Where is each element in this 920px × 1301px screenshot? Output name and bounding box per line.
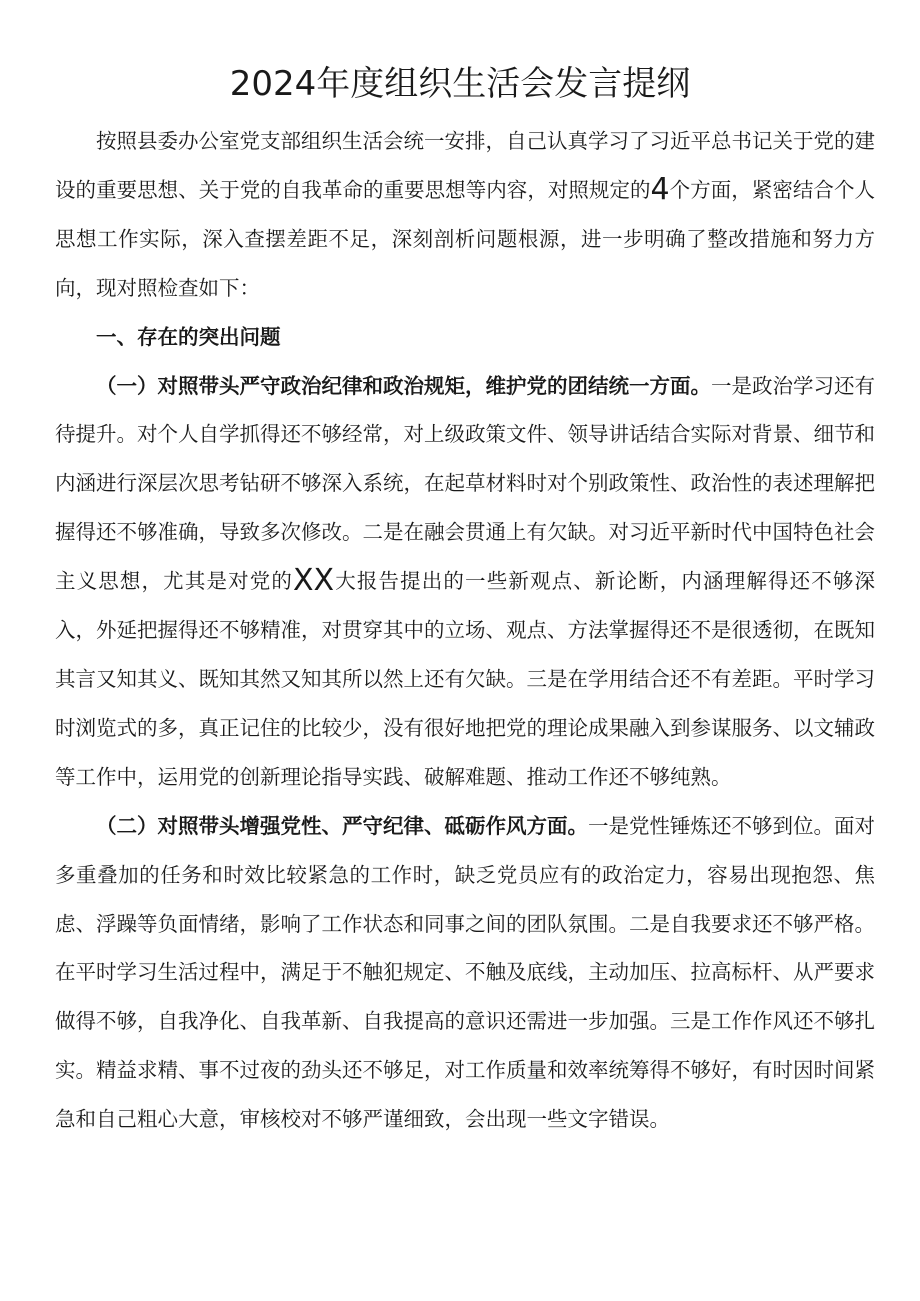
intro-text-1: 按照县委办公室党支部组织生活会统一安排，自己认真学习了习近平总书记关于党的建设的重要思想、关于党的自我革命的重要思想等内容，对照规定的 bbox=[55, 129, 875, 202]
item-2-paragraph bbox=[55, 802, 875, 1144]
item-1-xx-placeholder: XX bbox=[293, 563, 335, 599]
item-2-text: 一是党性锤炼还不够到位。面对多重叠加的任务和时效比较紧急的工作时，缺乏党员应有的政治定力，容易出现抱怨、焦虑、浮躁等负面情绪，影响了工作状态和同事之间的团队氛围。二是自我要求还不够严格。在平时学习生活过程中，满足于不触犯规定、不触及底线，主动加压、拉高标杆、从严要求做得不够，自我净化、自我革新、自我提高的意识还需进一步加强。三是工作作风还不够扎实。精益求精、事不过夜的劲头还不够足，对工作质量和效率统筹得不够好，有时因时间紧急和自己粗心大意，审核校对不够严谨细致，会出现一些文字错误。 bbox=[55, 813, 875, 1132]
item-2-heading: （二）对照带头增强党性、严守纪律、砥砺作风方面。 bbox=[96, 813, 588, 838]
intro-paragraph bbox=[55, 117, 875, 313]
item-1-text-2: 大报告提出的一些新观点、新论断，内涵理解得还不够深入，外延把握得还不够精准，对贯穿其中的立场、观点、方法掌握得还不是很透彻，在既知其言又知其义、既知其然又知其所以然上还有欠缺。三是在学用结合还不有差距。平时学习时浏览式的多，真正记住的比较少，没有很好地把党的理论成果融入到参谋服务、以文辅政等工作中，运用党的创新理论指导实践、破解难题、推动工作还不够纯熟。 bbox=[55, 569, 876, 789]
document-title: 2024年度组织生活会发言提纲 bbox=[229, 64, 691, 104]
item-1-text-1: 一是政治学习还有待提升。对个人自学抓得还不够经常，对上级政策文件、领导讲话结合实际对背景、细节和内涵进行深层次思考钻研不够深入系统，在起草材料时对个别政策性、政治性的表述理解把握得还不够准确，导致多次修改。二是在融会贯通上有欠缺。对习近平新时代中国特色社会主义思想，尤其是对党的 bbox=[55, 373, 875, 594]
item-1-heading: （一）对照带头严守政治纪律和政治规矩，维护党的团结统一方面。 bbox=[96, 373, 711, 398]
document-body bbox=[55, 117, 875, 1144]
intro-number: 4 bbox=[650, 171, 670, 207]
section-heading-1: 一、存在的突出问题 bbox=[96, 324, 281, 349]
item-1-paragraph bbox=[55, 362, 875, 802]
intro-text-2: 个方面，紧密结合个人思想工作实际，深入查摆差距不足，深刻剖析问题根源，进一步明确了整改措施和努力方向，现对照检查如下： bbox=[55, 177, 876, 300]
